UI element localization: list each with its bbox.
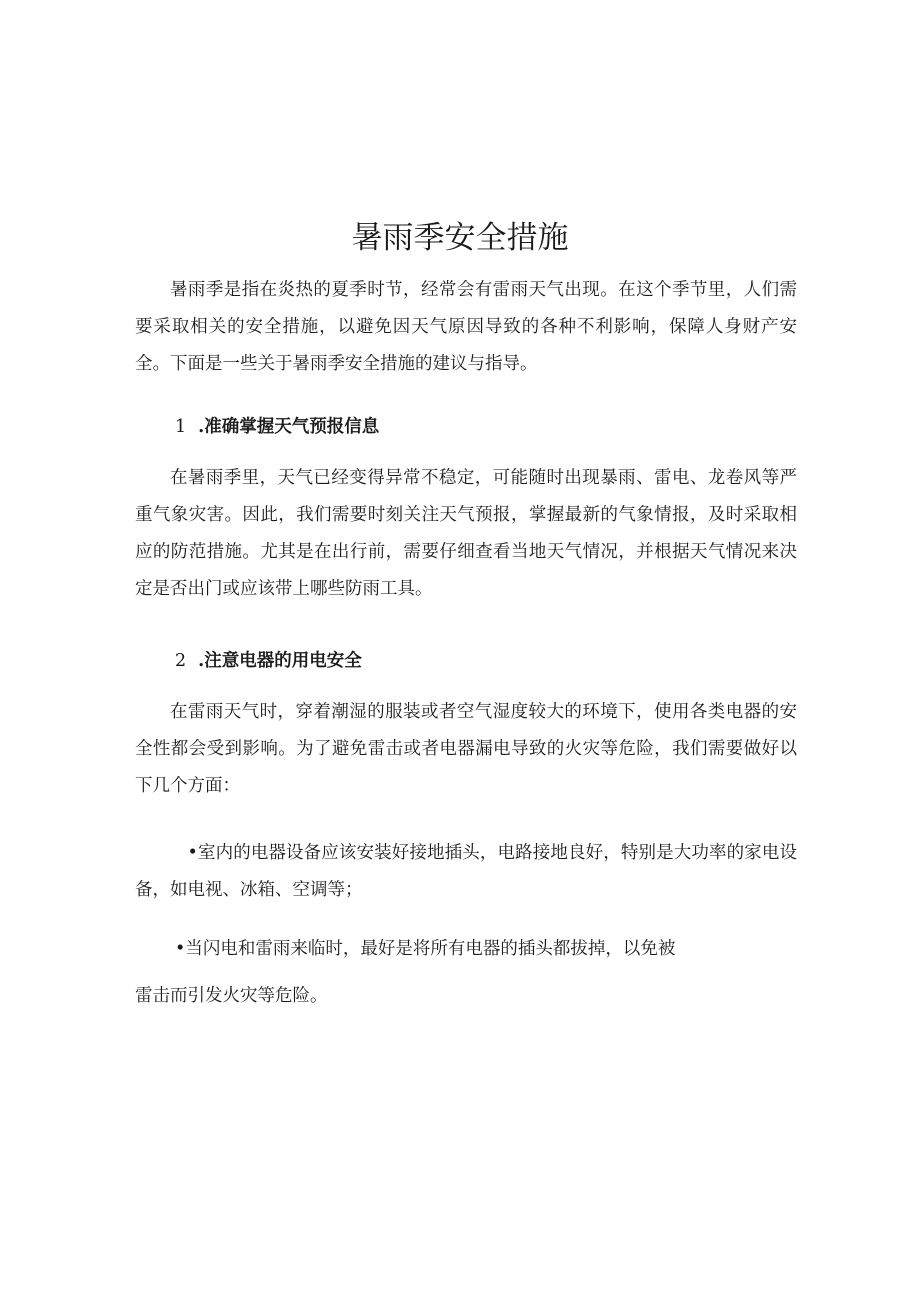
bullet-item-2-continued: 雷击而引发火灾等危险。 xyxy=(135,986,328,1006)
section-title-2: .注意电器的用电安全 xyxy=(198,651,362,671)
section-body-1: 在暑雨季里，天气已经变得异常不稳定，可能随时出现暴雨、雷电、龙卷风等严重气象灾害。因此，我们需要时刻关注天气预报，掌握最新的气象情报，及时采取相应的防范措施。尤其是在出行前，需要仔细查看当地天气情况，并根据天气情况来决定是否出门或应该带上哪些防雨工具。 xyxy=(135,468,797,599)
section-body-2: 在雷雨天气时，穿着潮湿的服装或者空气湿度较大的环境下，使用各类电器的安全性都会受到影响。为了避免雷击或者电器漏电导致的火灾等危险，我们需要做好以下几个方面： xyxy=(135,702,797,796)
section-number-1: 1 xyxy=(175,417,187,437)
bullet-item-2: •当闪电和雷雨来临时，最好是将所有电器的插头都拔掉，以免被 xyxy=(175,939,676,959)
section-heading-1 xyxy=(175,412,775,442)
intro-paragraph: 暑雨季是指在炎热的夏季时节，经常会有雷雨天气出现。在这个季节里，人们需要采取相关的安全措施，以避免因天气原因导致的各种不利影响，保障人身财产安全。下面是一些关于暑雨季安全措施的建议与指导。 xyxy=(135,280,797,374)
section-heading-2 xyxy=(175,646,775,676)
section-number-2: 2 xyxy=(175,651,187,671)
section-title-1: .准确掌握天气预报信息 xyxy=(198,417,380,437)
bullet-item-1: •室内的电器设备应该安装好接地插头，电路接地良好，特别是大功率的家电设备，如电视、冰箱、空调等； xyxy=(135,843,797,900)
document-title: 暑雨季安全措施 xyxy=(351,220,569,256)
